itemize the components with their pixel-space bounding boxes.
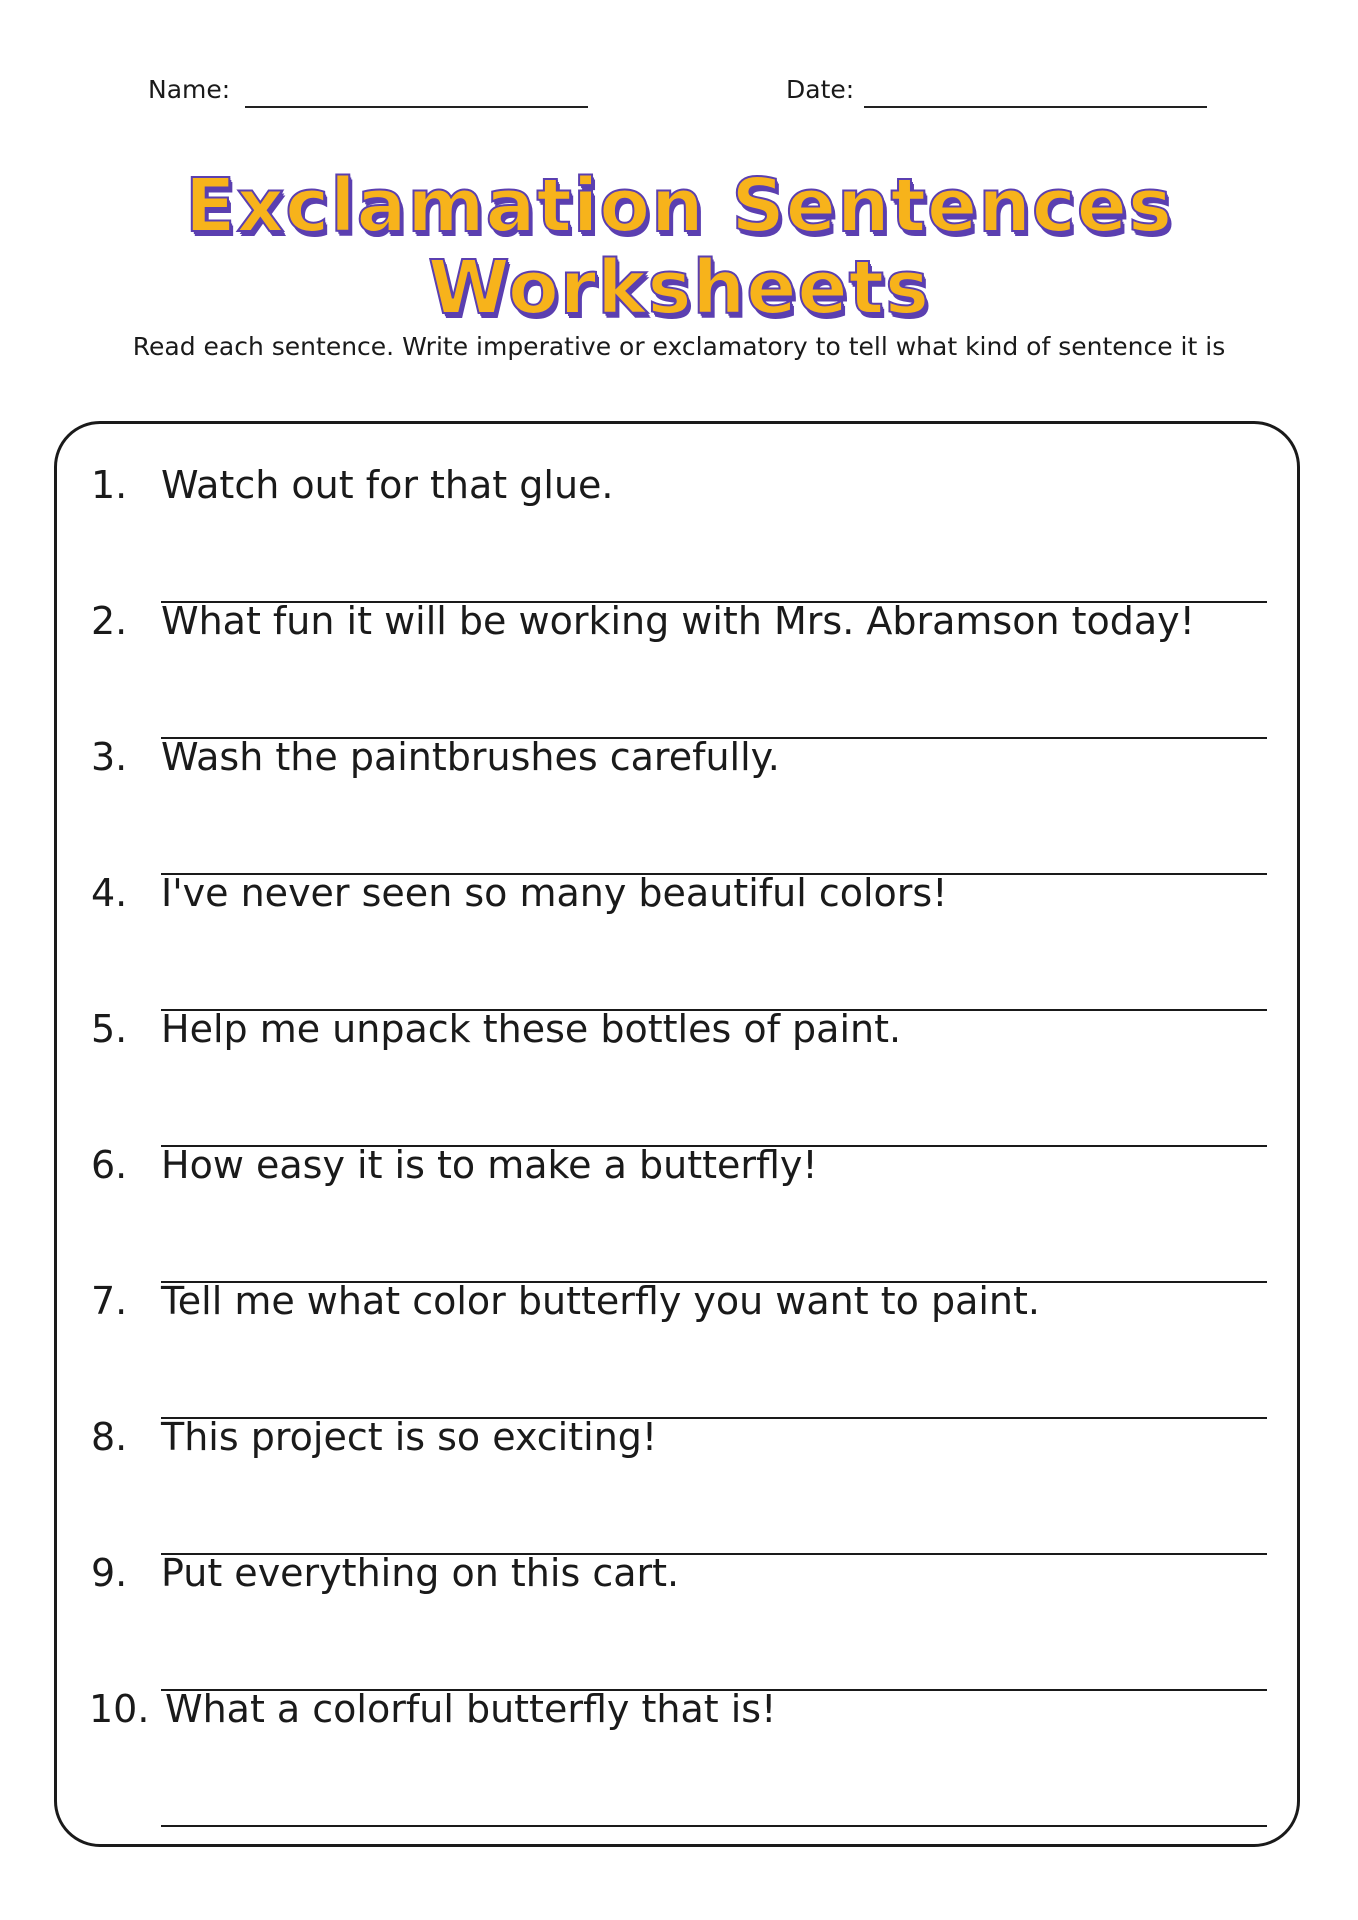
worksheet-title — [0, 165, 1358, 329]
question-sentence: This project is so exciting! — [161, 1415, 658, 1459]
question-sentence: Watch out for that glue. — [161, 463, 614, 507]
question-item — [57, 863, 1297, 999]
question-sentence: I've never seen so many beautiful colors! — [161, 871, 948, 915]
question-sentence: Put everything on this cart. — [161, 1551, 680, 1595]
question-sentence: Wash the paintbrushes carefully. — [161, 735, 780, 779]
question-number: 10. — [89, 1687, 150, 1731]
question-sentence: What fun it will be working with Mrs. Abramson today! — [161, 599, 1195, 643]
question-item — [57, 1135, 1297, 1271]
question-sentence: How easy it is to make a butterfly! — [161, 1143, 818, 1187]
answer-line[interactable] — [161, 1825, 1267, 1827]
question-number: 5. — [91, 1007, 128, 1051]
question-number: 2. — [91, 599, 128, 643]
question-number: 6. — [91, 1143, 128, 1187]
question-item — [57, 727, 1297, 863]
question-box — [54, 421, 1300, 1847]
header-fields — [0, 68, 1358, 112]
question-sentence: What a colorful butterfly that is! — [165, 1687, 777, 1731]
question-item — [57, 1407, 1297, 1543]
date-label: Date: — [786, 75, 855, 104]
question-number: 1. — [91, 463, 128, 507]
name-field[interactable] — [148, 68, 230, 112]
question-number: 8. — [91, 1415, 128, 1459]
question-item — [57, 999, 1297, 1135]
question-number: 9. — [91, 1551, 128, 1595]
question-item — [57, 455, 1297, 591]
date-field[interactable] — [786, 68, 854, 112]
question-item — [57, 1543, 1297, 1679]
name-blank-line[interactable] — [245, 106, 588, 108]
title-line-1: Exclamation Sentences — [184, 163, 1174, 249]
question-number: 3. — [91, 735, 128, 779]
question-item — [57, 591, 1297, 727]
date-blank-line[interactable] — [864, 106, 1207, 108]
question-sentence: Tell me what color butterfly you want to paint. — [161, 1279, 1040, 1323]
question-number: 7. — [91, 1279, 128, 1323]
name-label: Name: — [148, 75, 231, 104]
question-item — [57, 1271, 1297, 1407]
question-sentence: Help me unpack these bottles of paint. — [161, 1007, 902, 1051]
title-line-2: Worksheets — [427, 245, 931, 331]
question-number: 4. — [91, 871, 128, 915]
question-item — [57, 1679, 1297, 1815]
instructions-text: Read each sentence. Write imperative or exclamatory to tell what kind of sentence it is — [132, 332, 1226, 361]
